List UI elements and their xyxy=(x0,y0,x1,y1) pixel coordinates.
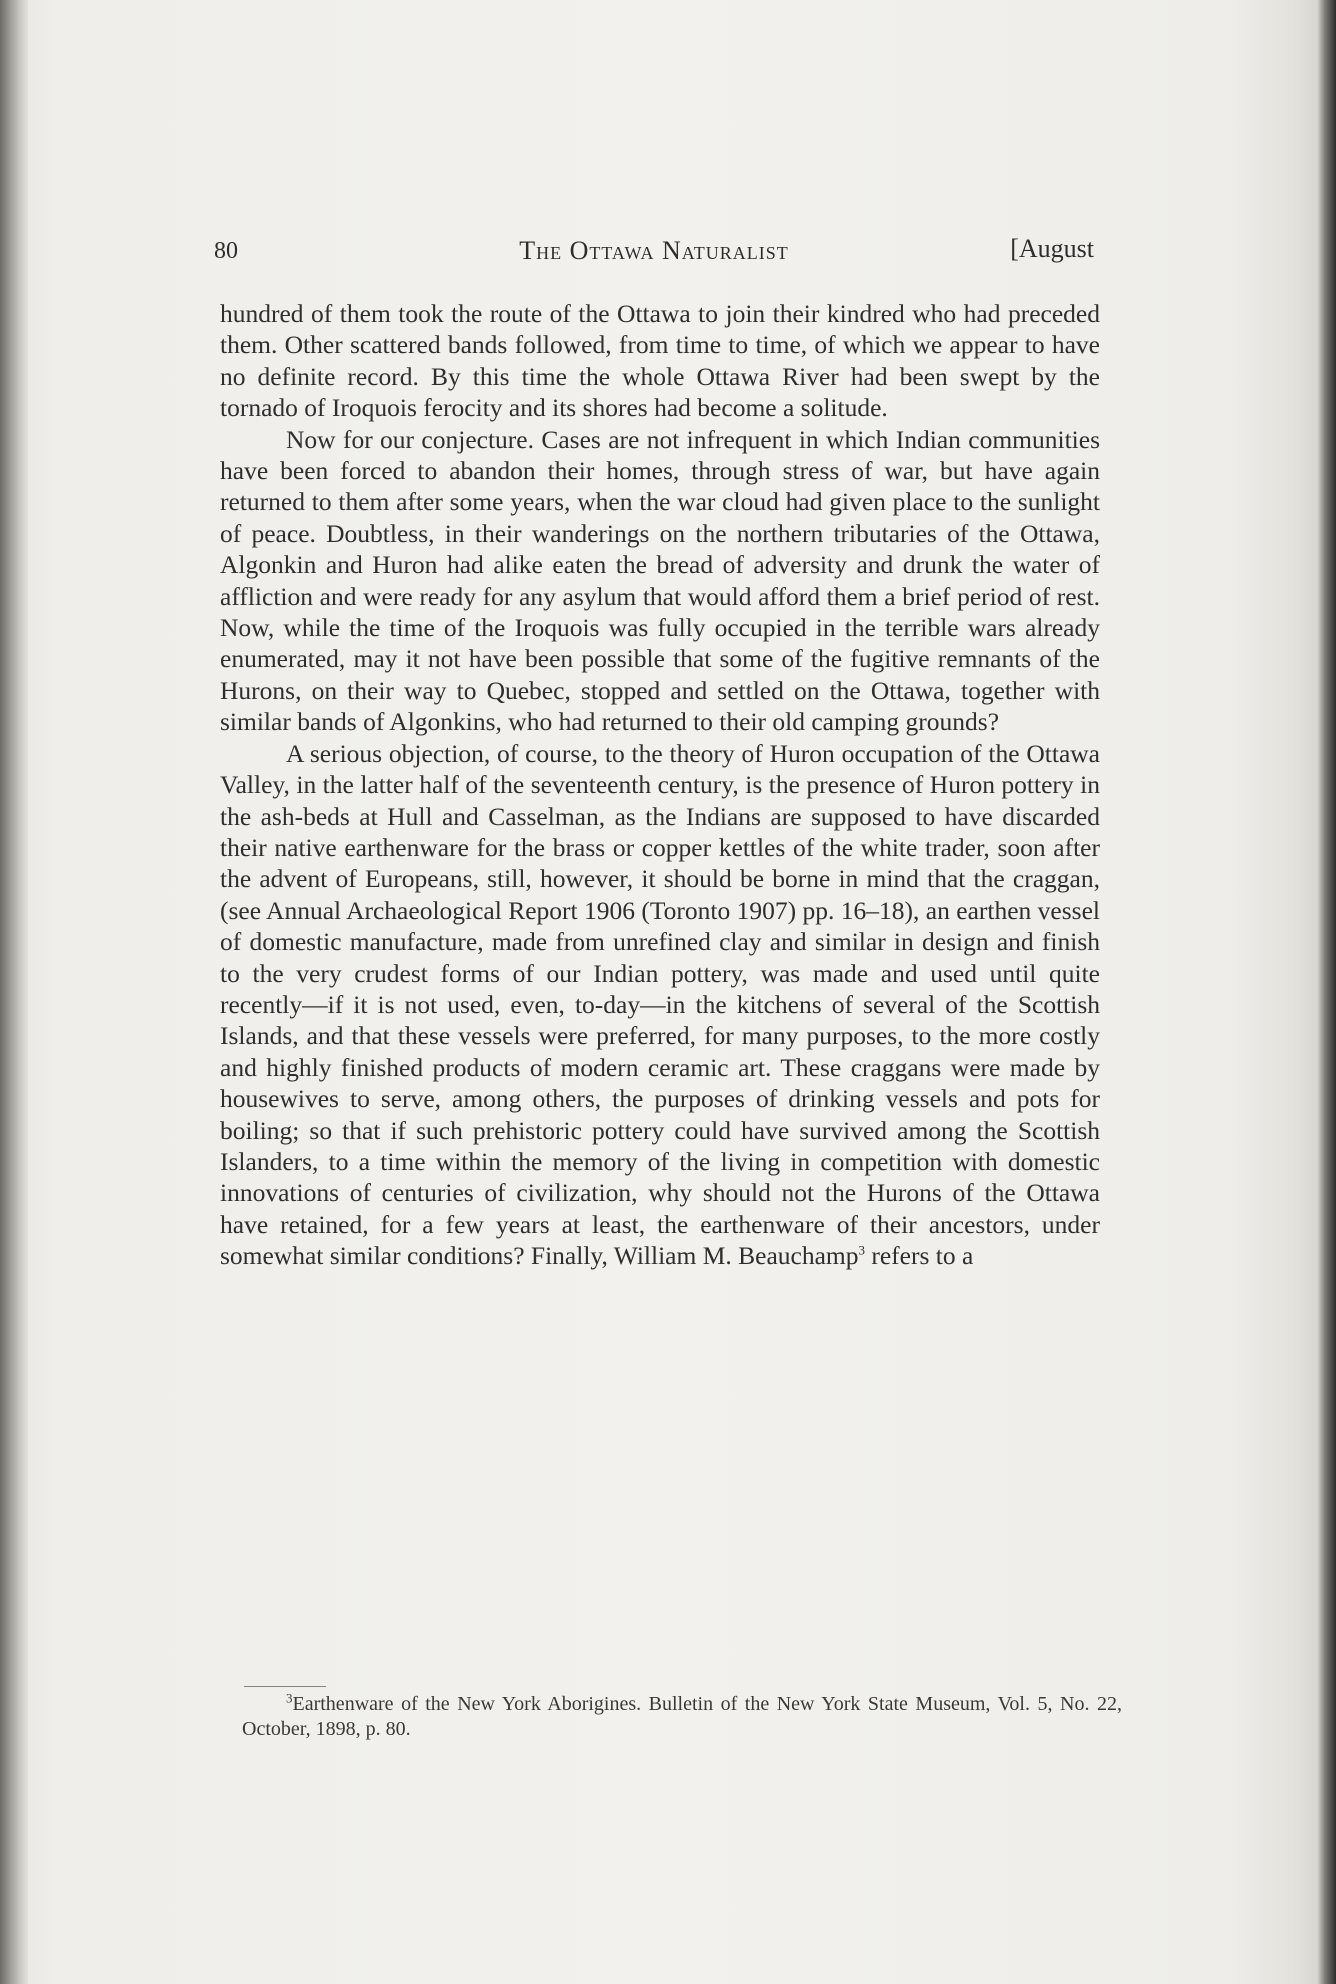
footnote-text: Earthenware of the New York Aborigines. Bulletin of the New York State Museum, Vol. 5, No. 22, October, 1898, p. 80. xyxy=(242,1693,1122,1740)
paragraph-conjecture: Now for our conjecture. Cases are not infrequent in which Indian communities have been forced to abandon their homes, through stress of war, but have again returned to them after some years, when the war cloud had given place to the sunlight of peace. Doubtless, in their wanderings on the northern tributaries of the Ottawa, Algonkin and Huron had alike eaten the bread of adversity and drunk the water of affliction and were ready for any asylum that would afford them a brief period of rest. Now, while the time of the Iroquois was fully occupied in the terrible wars already enumerated, may it not have been possible that some of the fugitive remnants of the Hurons, on their way to Quebec, stopped and settled on the Ottawa, together with similar bands of Algonkins, who had returned to their old camping grounds? xyxy=(220,424,1100,737)
page-edge-shadow xyxy=(1318,0,1336,1984)
issue-month: [August xyxy=(1010,234,1094,263)
paragraph-objection-text: A serious objection, of course, to the theory of Huron occupation of the Ottawa Valley, in the latter half of the seventeenth century, is the presence of Huron pottery in the ash-beds at Hull and Casselman, as the Indians are supposed to have discarded their native earthenware for the brass or copper kettles of the white trader, soon after the advent of Europeans, still, however, it should be borne in mind that the craggan, (see Annual Archaeological Report 1906 (Toronto 1907) pp. 16–18), an earthen vessel of domestic manufacture, made from unrefined clay and similar in design and finish to the very crudest forms of our Indian pottery, was made and used until quite recently—if it is not used, even, to-day—in the kitchens of several of the Scottish Islands, and that these vessels were preferred, for many purposes, to the more costly and highly finished products of modern ceramic art. These craggans were made by housewives to serve, among others, the purposes of drinking vessels and pots for boiling; so that if such prehistoric pottery could have survived among the Scottish Islanders, to a time within the memory of the living in competition with domestic innovations of centuries of civilization, why should not the Hurons of the Ottawa have retained, for a few years at least, the earthenware of their ancestors, under somewhat similar conditions? Finally, William M. Beauchamp xyxy=(220,738,1100,1271)
binding-edge-shadow xyxy=(0,0,28,1984)
body-text xyxy=(220,298,1100,1272)
journal-title: The Ottawa Naturalist xyxy=(519,236,789,265)
paragraph-objection xyxy=(220,738,1100,1272)
footnote-mark: 3 xyxy=(286,1690,293,1706)
running-head xyxy=(214,232,1094,268)
footnote xyxy=(242,1692,1122,1742)
page-number: 80 xyxy=(214,238,238,264)
paragraph-objection-tail: refers to a xyxy=(865,1241,974,1271)
footnote-rule xyxy=(244,1686,326,1687)
paragraph-continued: hundred of them took the route of the Ottawa to join their kindred who had preceded them. Other scattered bands followed, from time to time, of which we appear to have no definite record. By this time the whole Ottawa River had been swept by the tornado of Iroquois ferocity and its shores had become a solitude. xyxy=(220,299,1100,423)
footnote-reference: 3 xyxy=(858,1242,865,1258)
